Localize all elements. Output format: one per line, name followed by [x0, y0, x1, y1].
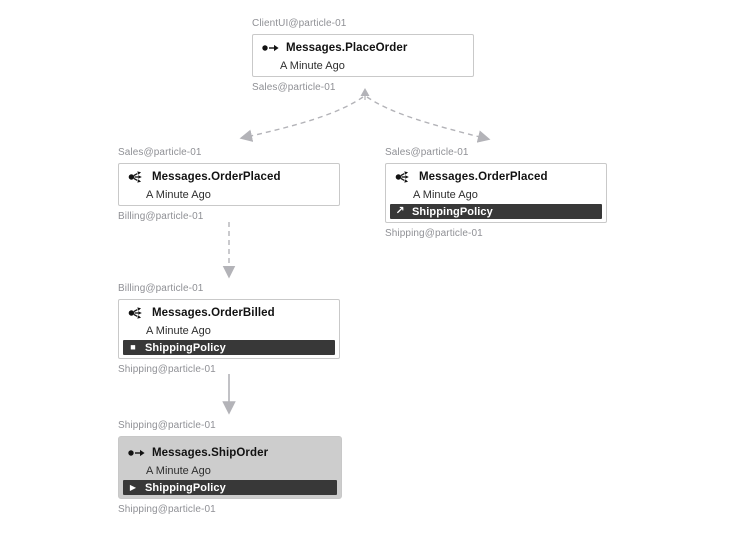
endpoint-label: Sales@particle-01 — [118, 147, 202, 158]
message-timestamp: A Minute Ago — [280, 59, 345, 72]
saga-name: ShippingPolicy — [145, 481, 226, 494]
message-title-row — [386, 164, 606, 185]
message-title: Messages.ShipOrder — [152, 447, 269, 459]
saga-bar[interactable] — [123, 340, 335, 355]
message-timestamp: A Minute Ago — [146, 464, 211, 477]
saga-name: ShippingPolicy — [145, 341, 226, 354]
message-box[interactable] — [118, 299, 340, 359]
message-box[interactable] — [385, 163, 607, 223]
message-box-selected[interactable] — [118, 436, 342, 499]
dashed-arrow-to-billing-branch — [242, 97, 363, 138]
message-timestamp: A Minute Ago — [146, 188, 211, 201]
endpoint-label: Billing@particle-01 — [118, 211, 204, 222]
saga-bar[interactable] — [123, 480, 337, 495]
endpoint-label: Shipping@particle-01 — [118, 364, 216, 375]
message-title-row — [253, 35, 473, 56]
publish-event-icon — [128, 307, 145, 319]
publish-event-icon — [128, 171, 145, 183]
message-box[interactable] — [118, 163, 340, 206]
message-title: Messages.OrderPlaced — [152, 171, 281, 183]
saga-started-icon: ↗ — [395, 205, 405, 217]
saga-timeout-icon: ▶ — [129, 482, 137, 492]
publish-event-icon — [395, 171, 412, 183]
endpoint-label: ClientUI@particle-01 — [252, 18, 347, 29]
saga-bar[interactable] — [390, 204, 602, 219]
send-command-icon — [128, 448, 145, 458]
message-node-order-placed-shipping — [385, 146, 607, 240]
message-node-order-billed — [118, 282, 340, 376]
message-title: Messages.OrderBilled — [152, 307, 275, 319]
message-title: Messages.OrderPlaced — [419, 171, 548, 183]
saga-updated-icon: ■ — [130, 342, 136, 352]
dashed-arrow-to-shipping-branch — [367, 97, 488, 139]
message-timestamp: A Minute Ago — [146, 324, 211, 337]
endpoint-label: Shipping@particle-01 — [385, 228, 483, 239]
endpoint-label: Sales@particle-01 — [252, 82, 336, 93]
saga-name: ShippingPolicy — [412, 205, 493, 218]
endpoint-label: Shipping@particle-01 — [118, 420, 216, 431]
message-title-row — [119, 164, 339, 185]
send-command-icon — [262, 43, 279, 53]
endpoint-label: Shipping@particle-01 — [118, 504, 216, 515]
message-title: Messages.PlaceOrder — [286, 42, 408, 54]
message-node-place-order — [252, 17, 474, 94]
message-title-row — [119, 300, 339, 321]
message-node-ship-order — [118, 419, 342, 516]
message-timestamp: A Minute Ago — [413, 188, 478, 201]
message-node-order-placed-billing — [118, 146, 340, 223]
message-box[interactable] — [252, 34, 474, 77]
endpoint-label: Sales@particle-01 — [385, 147, 469, 158]
message-title-row — [119, 440, 341, 461]
endpoint-label: Billing@particle-01 — [118, 283, 204, 294]
